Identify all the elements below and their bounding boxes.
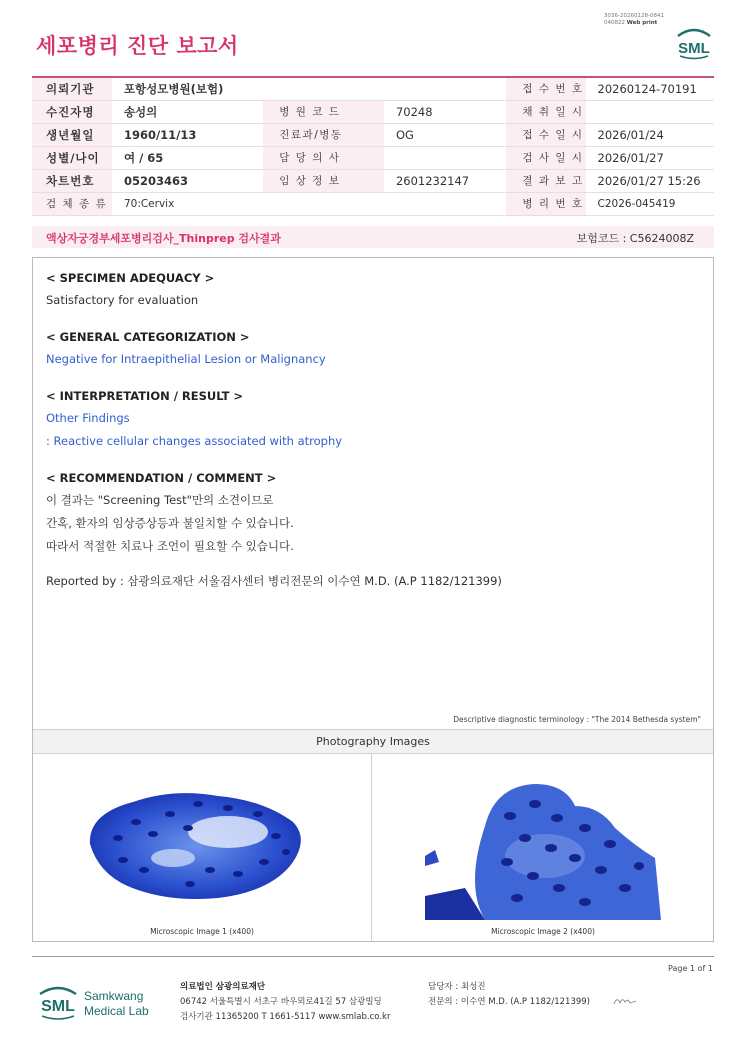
recommendation-line-1: 이 결과는 "Screening Test"만의 소견이므로 — [46, 493, 274, 507]
label-chart-number: 차트번호 — [32, 169, 112, 192]
samkwang-logo-sml: SML — [41, 998, 75, 1015]
recommendation-line-2: 간혹, 환자의 임상증상등과 불일치할 수 있습니다. — [46, 516, 294, 530]
interpretation-text-2: : Reactive cellular changes associated with atrophy — [46, 434, 343, 448]
value-birth-date: 1960/11/13 — [112, 123, 263, 146]
info-row — [32, 169, 714, 192]
value-test-date: 2026/01/27 — [586, 146, 714, 169]
value-receipt-date: 2026/01/24 — [586, 123, 714, 146]
microscopic-image-1 — [78, 774, 318, 914]
bethesda-note: Descriptive diagnostic terminology : "The 2014 Bethesda system" — [453, 715, 701, 724]
label-department: 진료과/병동 — [263, 123, 384, 146]
patient-info-table — [32, 76, 714, 216]
signature-icon — [612, 994, 638, 1008]
category-text: Negative for Intraepithelial Lesion or Malignancy — [46, 352, 326, 366]
photo-cell-1 — [33, 754, 372, 942]
value-collection-date — [586, 100, 714, 123]
value-receipt-number: 20260124-70191 — [586, 77, 714, 100]
value-pathology-number: C2026-045419 — [586, 192, 714, 215]
label-specimen-type: 검 체 종 류 — [32, 192, 112, 215]
value-specimen-type: 70:Cervix — [112, 192, 263, 215]
caption-image-1: Microscopic Image 1 (x400) — [150, 927, 254, 936]
print-code: 3036-20260128-0841 — [604, 13, 664, 19]
caption-image-2: Microscopic Image 2 (x400) — [491, 927, 595, 936]
photography-header: Photography Images — [33, 729, 713, 754]
sml-logo-icon — [672, 26, 716, 60]
label-hospital-code: 병 원 코 드 — [263, 100, 384, 123]
insurance-code: 보험코드 : C5624008Z — [576, 232, 694, 245]
value-doctor — [384, 146, 506, 169]
label-test-date: 검 사 일 시 — [506, 146, 585, 169]
page-number: Page 1 of 1 — [668, 964, 713, 973]
footer-divider — [32, 956, 714, 957]
info-row — [32, 77, 714, 100]
value-result-report: 2026/01/27 15:26 — [586, 169, 714, 192]
value-sex-age: 여 / 65 — [112, 146, 263, 169]
photo-cell-2 — [373, 754, 713, 942]
category-heading: < GENERAL CATEGORIZATION > — [46, 330, 250, 344]
org-address: 06742 서울특별시 서초구 바우뫼로41길 57 삼광빌딩 — [180, 997, 382, 1007]
interpretation-heading: < INTERPRETATION / RESULT > — [46, 389, 244, 403]
label-collection-date: 채 취 일 시 — [506, 100, 585, 123]
manager: 담당자 : 최성진 — [428, 982, 486, 992]
interpretation-text-1: Other Findings — [46, 411, 130, 425]
samkwang-logo-icon — [36, 978, 196, 1028]
specialist: 전문의 : 이수연 M.D. (A.P 1182/121399) — [428, 997, 590, 1007]
label-patient-name: 수진자명 — [32, 100, 112, 123]
label-doctor: 담 당 의 사 — [263, 146, 384, 169]
samkwang-logo-name-1: Samkwang — [84, 989, 144, 1003]
page-title: 세포병리 진단 보고서 — [36, 34, 239, 58]
result-box — [32, 257, 714, 942]
samkwang-logo-name-2: Medical Lab — [84, 1004, 149, 1018]
print-code-2: 040822 — [604, 20, 625, 26]
print-meta — [604, 13, 664, 27]
info-row — [32, 146, 714, 169]
label-birth-date: 생년월일 — [32, 123, 112, 146]
microscopic-image-2 — [425, 766, 661, 920]
sml-logo-text: SML — [678, 40, 710, 57]
label-receipt-number: 접 수 번 호 — [506, 77, 585, 100]
label-sex-age: 성별/나이 — [32, 146, 112, 169]
label-pathology-number: 병 리 번 호 — [506, 192, 585, 215]
value-requesting-institution: 포항성모병원(보험) — [112, 77, 263, 100]
recommendation-heading: < RECOMMENDATION / COMMENT > — [46, 471, 277, 485]
org-contact: 검사기관 11365200 T 1661-5117 www.smlab.co.kr — [180, 1012, 391, 1022]
recommendation-line-3: 따라서 적절한 치료나 조언이 필요할 수 있습니다. — [46, 539, 294, 553]
organization-info — [180, 980, 390, 1025]
staff-info — [428, 980, 590, 1010]
info-row — [32, 100, 714, 123]
value-hospital-code: 70248 — [384, 100, 506, 123]
value-clinical-info: 2601232147 — [384, 169, 506, 192]
label-requesting-institution: 의뢰기관 — [32, 77, 112, 100]
label-clinical-info: 임 상 정 보 — [263, 169, 384, 192]
label-result-report: 결 과 보 고 — [506, 169, 585, 192]
value-patient-name: 송성의 — [112, 100, 263, 123]
value-chart-number: 05203463 — [112, 169, 263, 192]
adequacy-heading: < SPECIMEN ADEQUACY > — [46, 271, 215, 285]
web-print-label: Web print — [626, 20, 658, 26]
label-receipt-date: 접 수 일 시 — [506, 123, 585, 146]
exam-bar — [32, 226, 714, 248]
reported-by: Reported by : 삼광의료재단 서울검사센터 병리전문의 이수연 M.D. (A.P 1182/121399) — [46, 574, 502, 588]
org-name: 의료법인 삼광의료재단 — [180, 982, 266, 992]
exam-name: 액상자궁경부세포병리검사_Thinprep 검사결과 — [46, 232, 281, 245]
adequacy-text: Satisfactory for evaluation — [46, 293, 199, 307]
info-row — [32, 123, 714, 146]
value-department: OG — [384, 123, 506, 146]
info-row — [32, 192, 714, 215]
